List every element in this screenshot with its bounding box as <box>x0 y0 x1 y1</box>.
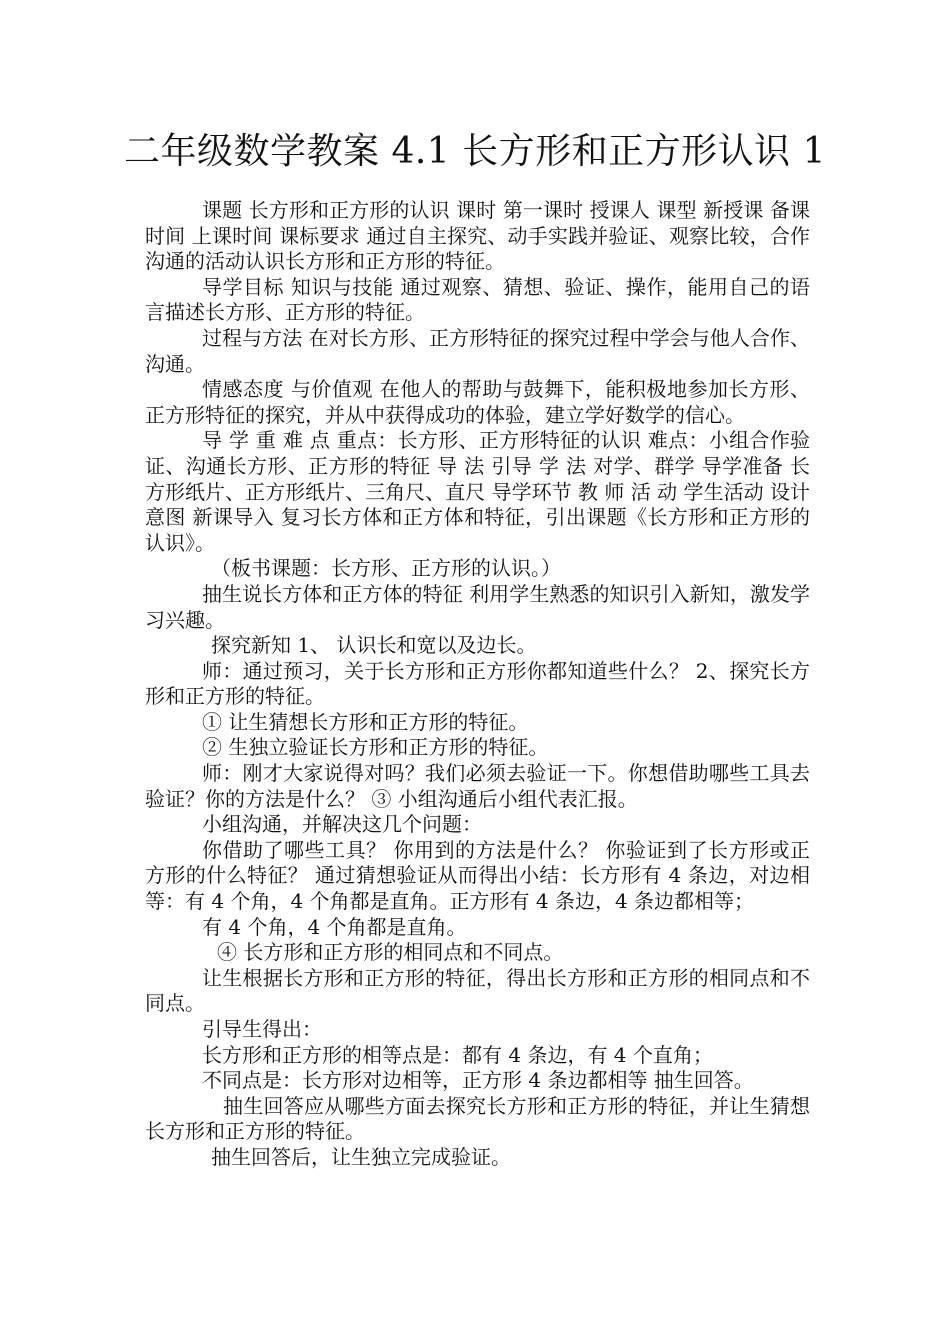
document-title: 二年级数学教案 4.1 长方形和正方形认识 1 <box>124 131 826 172</box>
paragraph-key-points: 导 学 重 难 点 重点：长方形、正方形特征的认识 难点：小组合作验证、沟通长方形、正方形的特征 导 法 引导 学 法 对学、群学 导学准备 长方形纸片、正方形纸片、三角尺、直尺 导学环节 教 师 活 动 学生活动 设计意图 新课导入 复习长方体和正方体和特征，引出课题《长方形和正方形的认识》。 <box>145 428 810 555</box>
document-body <box>145 198 810 1171</box>
paragraph-independent-verify: 抽生回答后，让生独立完成验证。 <box>211 1144 511 1169</box>
paragraph-differences: 不同点是：长方形对边相等，正方形 4 条边都相等 抽生回答。 <box>202 1068 754 1093</box>
paragraph-attitude-values: 情感态度 与价值观 在他人的帮助与鼓舞下，能积极地参加长方形、正方形特征的探究，并从中获得成功的体验，建立学好数学的信心。 <box>145 377 810 427</box>
paragraph-learning-goals: 导学目标 知识与技能 通过观察、猜想、验证、操作，能用自己的语言描述长方形、正方形的特征。 <box>145 274 810 325</box>
paragraph-board-title: （板书课题：长方形、正方形的认识。） <box>211 556 561 581</box>
paragraph-step-1: ① 让生猜想长方形和正方形的特征。 <box>202 709 529 734</box>
paragraph-group-discussion: 小组沟通，并解决这几个问题： <box>202 812 482 837</box>
paragraph-lesson-info: 课题 长方形和正方形的认识 课时 第一课时 授课人 课型 新授课 备课时间 上课时间 课标要求 通过自主探究、动手实践并验证、观察比较，合作沟通的活动认识长方形和正方形的特征。 <box>145 198 810 274</box>
paragraph-guide: 引导生得出： <box>202 1017 322 1041</box>
paragraph-teacher-verify: 师：刚才大家说得对吗？我们必须去验证一下。你想借助哪些工具去验证？你的方法是什么？ ③ 小组沟通后小组代表汇报。 <box>145 761 810 811</box>
paragraph-compare: 让生根据长方形和正方形的特征，得出长方形和正方形的相同点和不同点。 <box>145 965 810 1016</box>
paragraph-square-angles: 有 4 个角，4 个角都是直角。 <box>202 914 467 939</box>
paragraph-explore-new: 探究新知 1、 认识长和宽以及边长。 <box>211 633 537 658</box>
paragraph-step-2: ② 生独立验证长方形和正方形的特征。 <box>202 735 549 760</box>
paragraph-similarities: 长方形和正方形的相等点是：都有 4 条边，有 4 个直角； <box>202 1042 713 1067</box>
paragraph-questions-summary: 你借助了哪些工具？ 你用到的方法是什么？ 你验证到了长方形或正方形的什么特征？ 通过猜想验证从而得出小结：长方形有 4 条边，对边相等：有 4 个角，4 个角都是直角。正方形有 4 条边，4 条边都相等； <box>145 837 810 914</box>
paragraph-student-answer: 抽生回答应从哪些方面去探究长方形和正方形的特征，并让生猜想长方形和正方形的特征。 <box>145 1093 810 1144</box>
paragraph-step-4: ④ 长方形和正方形的相同点和不同点。 <box>217 940 564 965</box>
paragraph-process-method: 过程与方法 在对长方形、正方形特征的探究过程中学会与他人合作、沟通。 <box>145 325 810 376</box>
paragraph-teacher-question: 师：通过预习，关于长方形和正方形你都知道些什么？ 2、探究长方形和正方形的特征。 <box>145 658 810 709</box>
paragraph-intro-activity: 抽生说长方体和正方体的特征 利用学生熟悉的知识引入新知，激发学习兴趣。 <box>145 581 810 632</box>
